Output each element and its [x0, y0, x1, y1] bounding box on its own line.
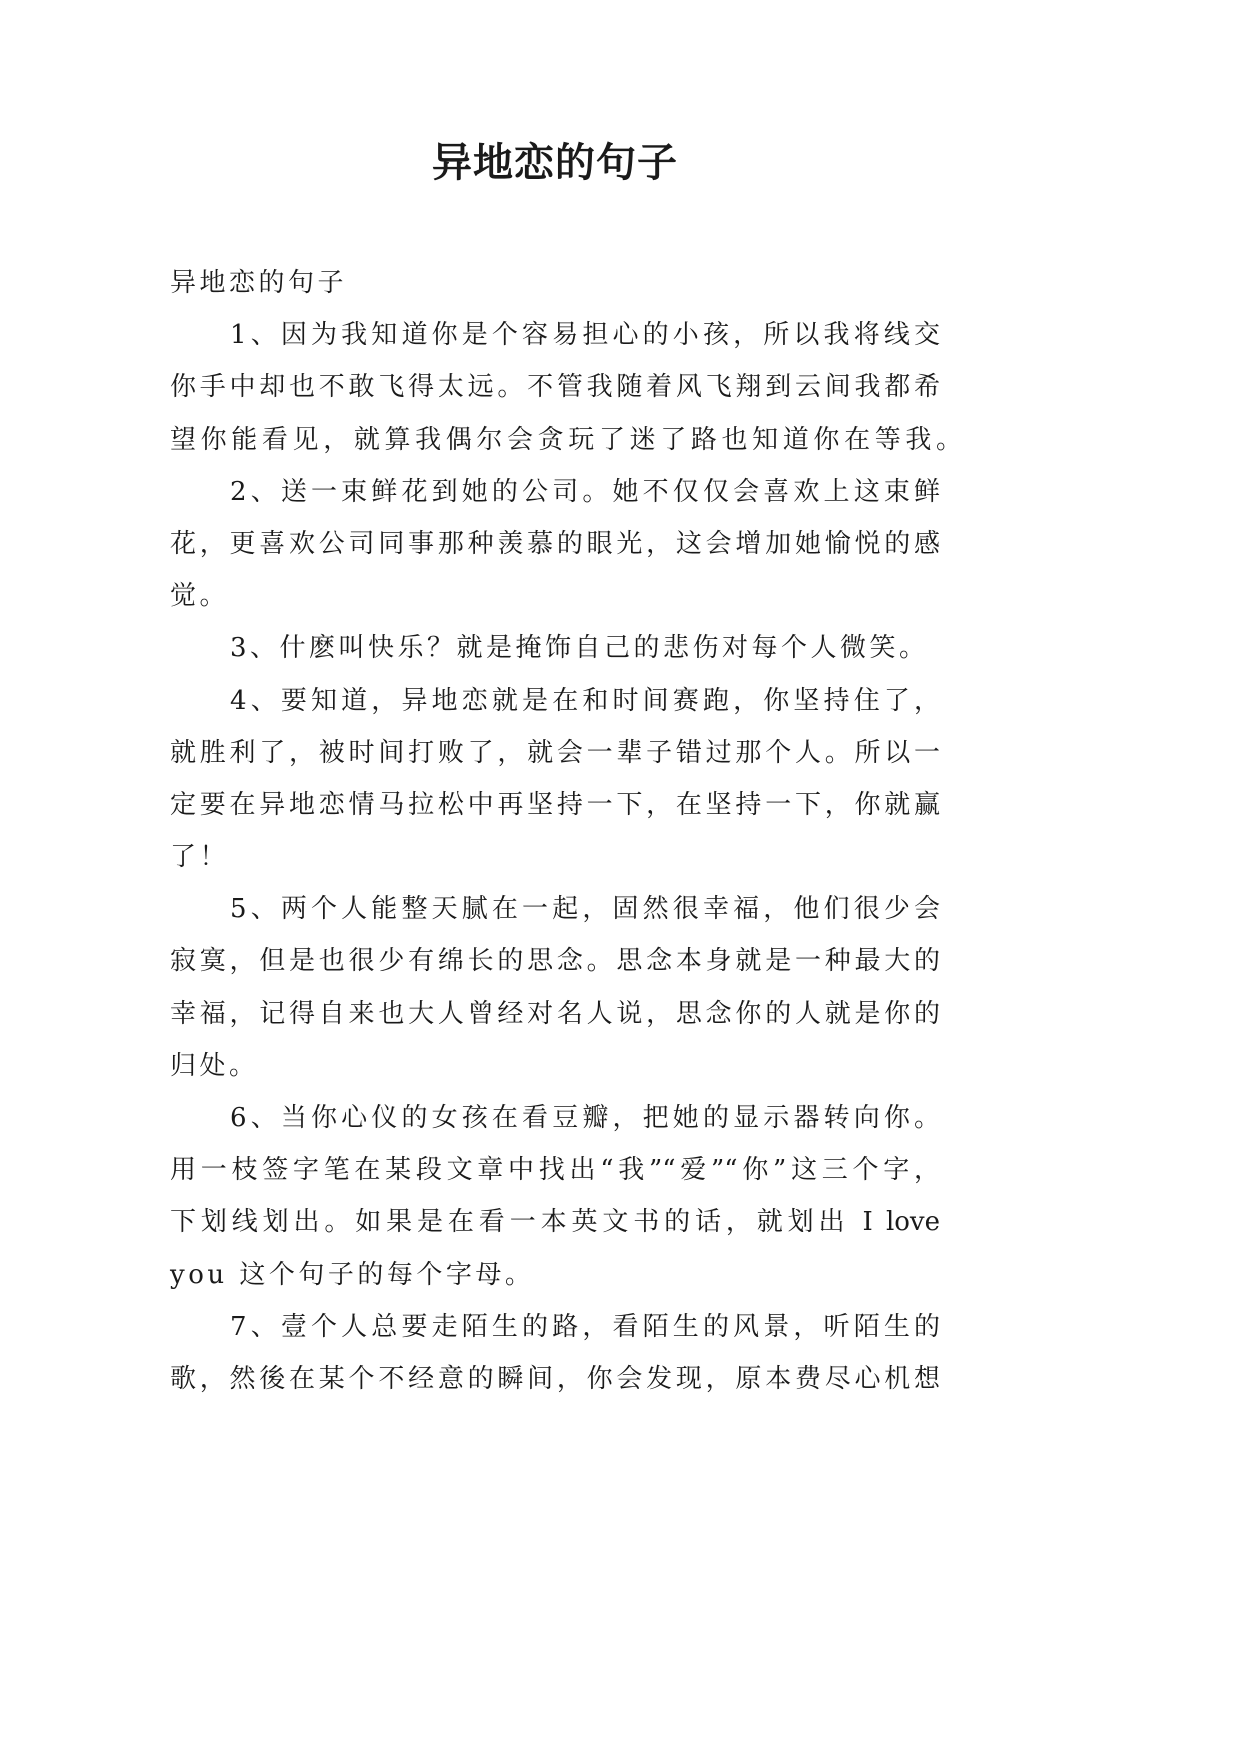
paragraph-line: 下划线划出。如果是在看一本英文书的话，就划出 I love [170, 1207, 940, 1238]
paragraph-line: 了！ [170, 842, 230, 873]
paragraph-line: 幸福，记得自来也大人曾经对名人说，思念你的人就是你的 [170, 998, 940, 1029]
paragraph-3 [170, 622, 940, 674]
paragraph-line: 寂寞，但是也很少有绵长的思念。思念本身就是一种最大的 [170, 946, 940, 977]
paragraph-line: 花，更喜欢公司同事那种羡慕的眼光，这会增加她愉悦的感 [170, 528, 940, 559]
paragraph-6 [170, 1092, 940, 1301]
paragraph-line: 觉。 [170, 581, 230, 612]
paragraph-5 [170, 883, 940, 1092]
paragraph-7 [170, 1301, 940, 1405]
paragraph-line: 你手中却也不敢飞得太远。不管我随着风飞翔到云间我都希 [170, 372, 940, 403]
paragraph-line: 歌，然後在某个不经意的瞬间，你会发现，原本费尽心机想 [170, 1363, 940, 1394]
paragraph-line: 6、当你心仪的女孩在看豆瓣，把她的显示器转向你。 [230, 1103, 940, 1133]
paragraph-line: 1、因为我知道你是个容易担心的小孩，所以我将线交 [230, 320, 940, 351]
document-body [170, 257, 962, 1405]
paragraph-line: 望你能看见，就算我偶尔会贪玩了迷了路也知道你在等我。 [170, 424, 962, 455]
paragraph-1 [170, 309, 962, 466]
document-subtitle: 异地恋的句子 [170, 268, 348, 298]
paragraph-line: 归处。 [170, 1050, 259, 1081]
paragraph-4 [170, 675, 940, 884]
paragraph-line: 5、两个人能整天腻在一起，固然很幸福，他们很少会 [230, 894, 940, 925]
paragraph-line: 7、壹个人总要走陌生的路，看陌生的风景，听陌生的 [230, 1311, 940, 1342]
paragraph-line: you 这个句子的每个字母。 [170, 1259, 535, 1290]
paragraph-2 [170, 466, 940, 623]
paragraph-line: 就胜利了，被时间打败了，就会一辈子错过那个人。所以一 [170, 737, 940, 768]
paragraph-line: 3、什麽叫快乐？就是掩饰自己的悲伤对每个人微笑。 [230, 633, 929, 664]
paragraph-line: 用一枝签字笔在某段文章中找出“我”“爱”“你”这三个字， [170, 1155, 940, 1186]
paragraph-line: 4、要知道，异地恋就是在和时间赛跑，你坚持住了， [230, 685, 940, 716]
paragraph-line: 2、送一束鲜花到她的公司。她不仅仅会喜欢上这束鲜 [230, 476, 940, 507]
paragraph-line: 定要在异地恋情马拉松中再坚持一下，在坚持一下，你就赢 [170, 789, 940, 820]
document-title: 异地恋的句子 [432, 139, 678, 186]
